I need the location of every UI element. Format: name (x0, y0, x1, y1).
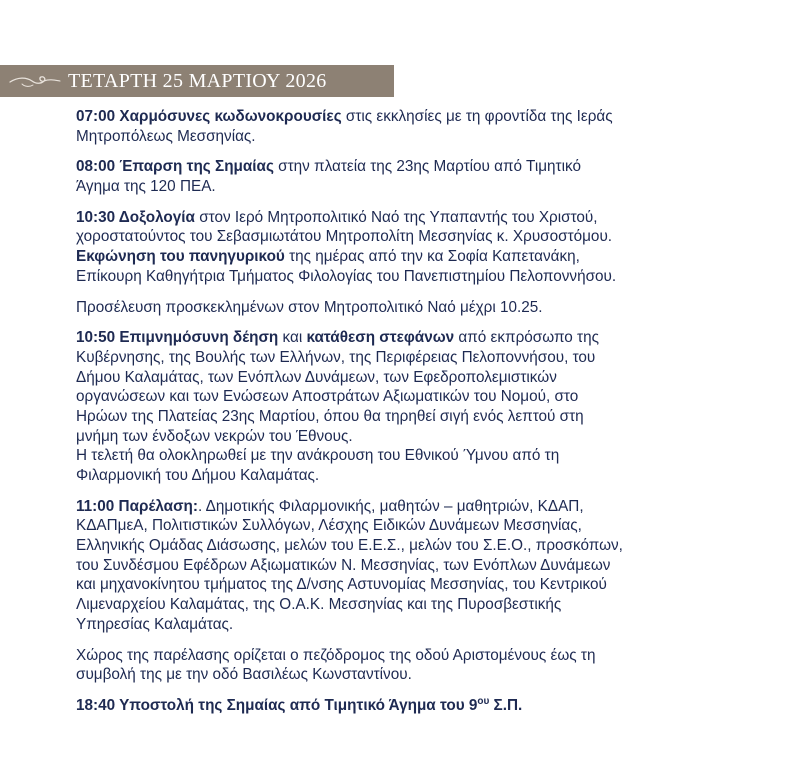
text-line (76, 208, 776, 228)
text-line (76, 177, 776, 197)
text-segment: από εκπρόσωπο της (454, 329, 599, 347)
text-segment: του Συνδέσμου Εφέδρων Αξιωματικών Ν. Μεσσηνίας, των Ενόπλων Δυνάμεων (76, 556, 611, 574)
text-segment: Προσέλευση προσκεκλημένων στον Μητροπολιτικό Ναό μέχρι 10.25. (76, 298, 543, 316)
bold-text: 10:50 Επιμνημόσυνη δέηση (76, 329, 279, 347)
text-segment: οργανώσεων και των Ενώσεων Αποστράτων Αξιωματικών του Νομού, στο (76, 388, 579, 406)
bold-text: 11:00 Παρέλαση: (76, 497, 198, 515)
text-line (76, 556, 776, 576)
program-paragraph (76, 157, 776, 196)
text-line (76, 615, 776, 635)
superscript-text: ου (477, 695, 490, 707)
text-segment: στον Ιερό Μητροπολιτικό Ναό της Υπαπαντής του Χριστού, (194, 208, 598, 226)
bold-text: Εκφώνηση του πανηγυρικού (76, 248, 285, 266)
text-segment: συμβολή της με την οδό Βασιλέως Κωνσταντίνου. (76, 666, 412, 684)
program-paragraph (76, 696, 776, 716)
text-segment: της ημέρας από την κα Σοφία Καπετανάκη, (284, 248, 580, 266)
text-segment: Δήμου Καλαμάτας, των Ενόπλων Δυνάμεων, των Εφεδροπολεμιστικών (76, 368, 557, 386)
text-line (76, 227, 776, 247)
text-line (76, 497, 776, 517)
text-line (76, 427, 776, 447)
date-header-bar (0, 65, 394, 97)
text-segment: ΚΔΑΠμεΑ, Πολιτιστικών Συλλόγων, Λέσχης Ειδικών Δυνάμεων Μεσσηνίας, (76, 517, 582, 535)
text-segment: Ηρώων της Πλατείας 23ης Μαρτίου, όπου θα τηρηθεί σιγή ενός λεπτού στη (76, 407, 584, 425)
program-paragraph (76, 298, 776, 318)
text-line (76, 595, 776, 615)
text-line (76, 665, 776, 685)
text-segment: χοροστατούντος του Σεβασμιωτάτου Μητροπολίτη Μεσσηνίας κ. Χρυσοστόμου. (76, 228, 613, 246)
text-segment: Λιμεναρχείου Καλαμάτας, της Ο.Α.Κ. Μεσσηνίας και της Πυροσβεστικής (76, 596, 562, 614)
program-paragraph (76, 208, 776, 287)
text-segment: στις εκκλησίες με τη φροντίδα της Ιεράς (341, 108, 613, 125)
text-segment: Κυβέρνησης, της Βουλής των Ελλήνων, της Περιφέρειας Πελοποννήσου, του (76, 348, 596, 366)
text-segment: Άγημα της 120 ΠΕΑ. (76, 178, 216, 196)
text-segment: Ελληνικής Ομάδας Διάσωσης, μελών του Ε.Ε.Σ., μελών του Σ.Ε.Ο., προσκόπων, (76, 537, 623, 555)
bold-text: 07:00 Χαρμόσυνες κωδωνοκρουσίες (76, 108, 342, 125)
text-line (76, 298, 776, 318)
text-line (76, 446, 776, 466)
text-line (76, 466, 776, 486)
bold-text: 08:00 Έπαρση της Σημαίας (76, 158, 274, 176)
text-line (76, 516, 776, 536)
program-schedule (76, 107, 776, 727)
program-paragraph (76, 107, 776, 146)
text-line (76, 407, 776, 427)
text-line (76, 127, 776, 147)
text-line (76, 328, 776, 348)
text-line (76, 536, 776, 556)
program-paragraph (76, 328, 776, 486)
program-paragraph (76, 497, 776, 635)
text-line (76, 348, 776, 368)
text-line (76, 267, 776, 287)
text-segment: Υπηρεσίας Καλαμάτας. (76, 615, 234, 633)
swirl-ornament-icon (0, 65, 68, 97)
text-line (76, 646, 776, 666)
text-segment: Η τελετή θα ολοκληρωθεί με την ανάκρουση του Εθνικού Ύμνου από τη (76, 447, 560, 465)
text-segment: Επίκουρη Καθηγήτρια Τμήματος Φιλολογίας του Πανεπιστημίου Πελοποννήσου. (76, 267, 617, 285)
text-segment: Χώρος της παρέλασης ορίζεται ο πεζόδρομος της οδού Αριστομένους έως τη (76, 646, 596, 664)
text-line (76, 368, 776, 388)
bold-text: κατάθεση στεφάνων (306, 329, 455, 347)
text-line (76, 157, 776, 177)
bold-text: Σ.Π. (489, 696, 523, 714)
text-line (76, 575, 776, 595)
text-segment: και μηχανοκίνητου τμήματος της Δ/νσης Αστυνομίας Μεσσηνίας, του Κεντρικού (76, 576, 607, 594)
bold-text: 18:40 Υποστολή της Σημαίας από Τιμητικό Άγημα του 9 (76, 696, 478, 714)
text-line (76, 696, 776, 716)
text-line (76, 247, 776, 267)
text-segment: . Δημοτικής Φιλαρμονικής, μαθητών – μαθητριών, ΚΔΑΠ, (197, 497, 584, 515)
program-paragraph (76, 646, 776, 685)
bold-text: 10:30 Δοξολογία (76, 208, 195, 226)
text-line (76, 107, 776, 127)
text-line (76, 387, 776, 407)
text-segment: μνήμη των ένδοξων νεκρών του Έθνους. (76, 427, 353, 445)
text-segment: και (278, 329, 307, 347)
date-title: ΤΕΤΑΡΤΗ 25 ΜΑΡΤΙΟΥ 2026 (68, 69, 327, 92)
text-segment: στην πλατεία της 23ης Μαρτίου από Τιμητικό (273, 158, 581, 176)
text-segment: Φιλαρμονική του Δήμου Καλαμάτας. (76, 467, 320, 484)
text-segment: Μητροπόλεως Μεσσηνίας. (76, 127, 256, 145)
